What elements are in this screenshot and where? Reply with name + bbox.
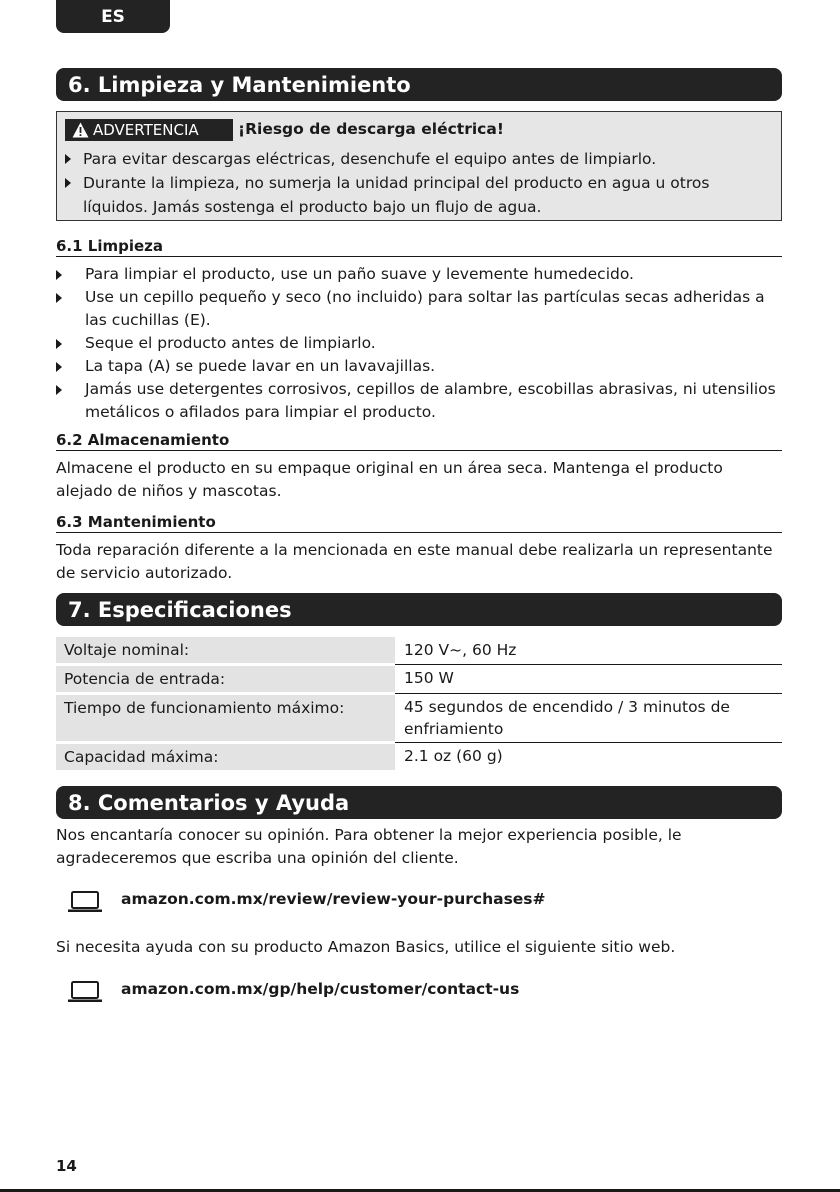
triangle-bullet-icon [65,154,71,164]
warning-item: Para evitar descargas eléctricas, desenchufe el equipo antes de limpiarlo. [65,147,765,171]
warning-box [56,111,782,221]
section-8-title: 8. Comentarios y Ayuda [56,786,782,819]
review-link[interactable]: amazon.com.mx/review/review-your-purchases# [121,890,546,908]
laptop-icon [68,891,102,913]
spec-label: Tiempo de funcionamiento máximo: [56,694,395,743]
table-row [56,743,782,772]
spec-value: 2.1 oz (60 g) [404,747,503,765]
spec-table [56,637,782,773]
triangle-bullet-icon [56,270,62,280]
spec-label: Potencia de entrada: [56,665,395,694]
spec-value: 120 V~, 60 Hz [395,637,782,665]
triangle-bullet-icon [65,178,71,188]
storage-text: Almacene el producto en su empaque original en un área seca. Mantenga el producto alejado de niños y mascotas. [56,459,723,500]
spec-label: Voltaje nominal: [56,637,395,665]
list-item: La tapa (A) se puede lavar en un lavavajillas. [56,355,782,378]
section-6-title: 6. Limpieza y Mantenimiento [56,68,782,101]
triangle-bullet-icon [56,385,62,395]
feedback-intro: Nos encantaría conocer su opinión. Para obtener la mejor experiencia posible, le agradeceremos que escriba una opinión del cliente. [56,826,682,867]
section-7-title: 7. Especificaciones [56,593,782,626]
triangle-bullet-icon [56,339,62,349]
table-row [56,694,782,743]
table-row [56,637,782,665]
list-item: Use un cepillo pequeño y seco (no incluido) para soltar las partículas secas adheridas a las cuchillas (E). [56,286,782,332]
maintenance-text: Toda reparación diferente a la mencionada en este manual debe realizarla un representante de servicio autorizado. [56,541,773,582]
laptop-icon [68,981,102,1003]
spec-value: 45 segundos de encendido / 3 minutos de enfriamiento [395,694,782,743]
table-row [56,665,782,694]
list-item: Jamás use detergentes corrosivos, cepillos de alambre, escobillas abrasivas, ni utensilios metálicos o afilados para limpiar el producto. [56,378,782,424]
list-item: Seque el producto antes de limpiarlo. [56,332,782,355]
help-link[interactable]: amazon.com.mx/gp/help/customer/contact-us [121,980,520,998]
warning-title: ¡Riesgo de descarga eléctrica! [238,120,504,138]
subsection-6-2-title: 6.2 Almacenamiento [56,430,782,451]
list-item: Para limpiar el producto, use un paño suave y levemente humedecido. [56,263,782,286]
page-number: 14 [56,1157,77,1175]
warning-triangle-icon [72,122,89,138]
language-tab: ES [56,0,170,33]
triangle-bullet-icon [56,293,62,303]
warning-badge-label: ADVERTENCIA [93,121,199,139]
warning-badge [65,119,233,141]
subsection-6-3-title: 6.3 Mantenimiento [56,512,782,533]
help-text: Si necesita ayuda con su producto Amazon Basics, utilice el siguiente sitio web. [56,938,676,956]
warning-item: Durante la limpieza, no sumerja la unidad principal del producto en agua u otros líquidos. Jamás sostenga el producto bajo un flujo de agua. [65,171,765,219]
spec-label: Capacidad máxima: [56,743,395,772]
subsection-6-1-title: 6.1 Limpieza [56,236,782,257]
spec-value: 150 W [395,665,782,694]
triangle-bullet-icon [56,362,62,372]
